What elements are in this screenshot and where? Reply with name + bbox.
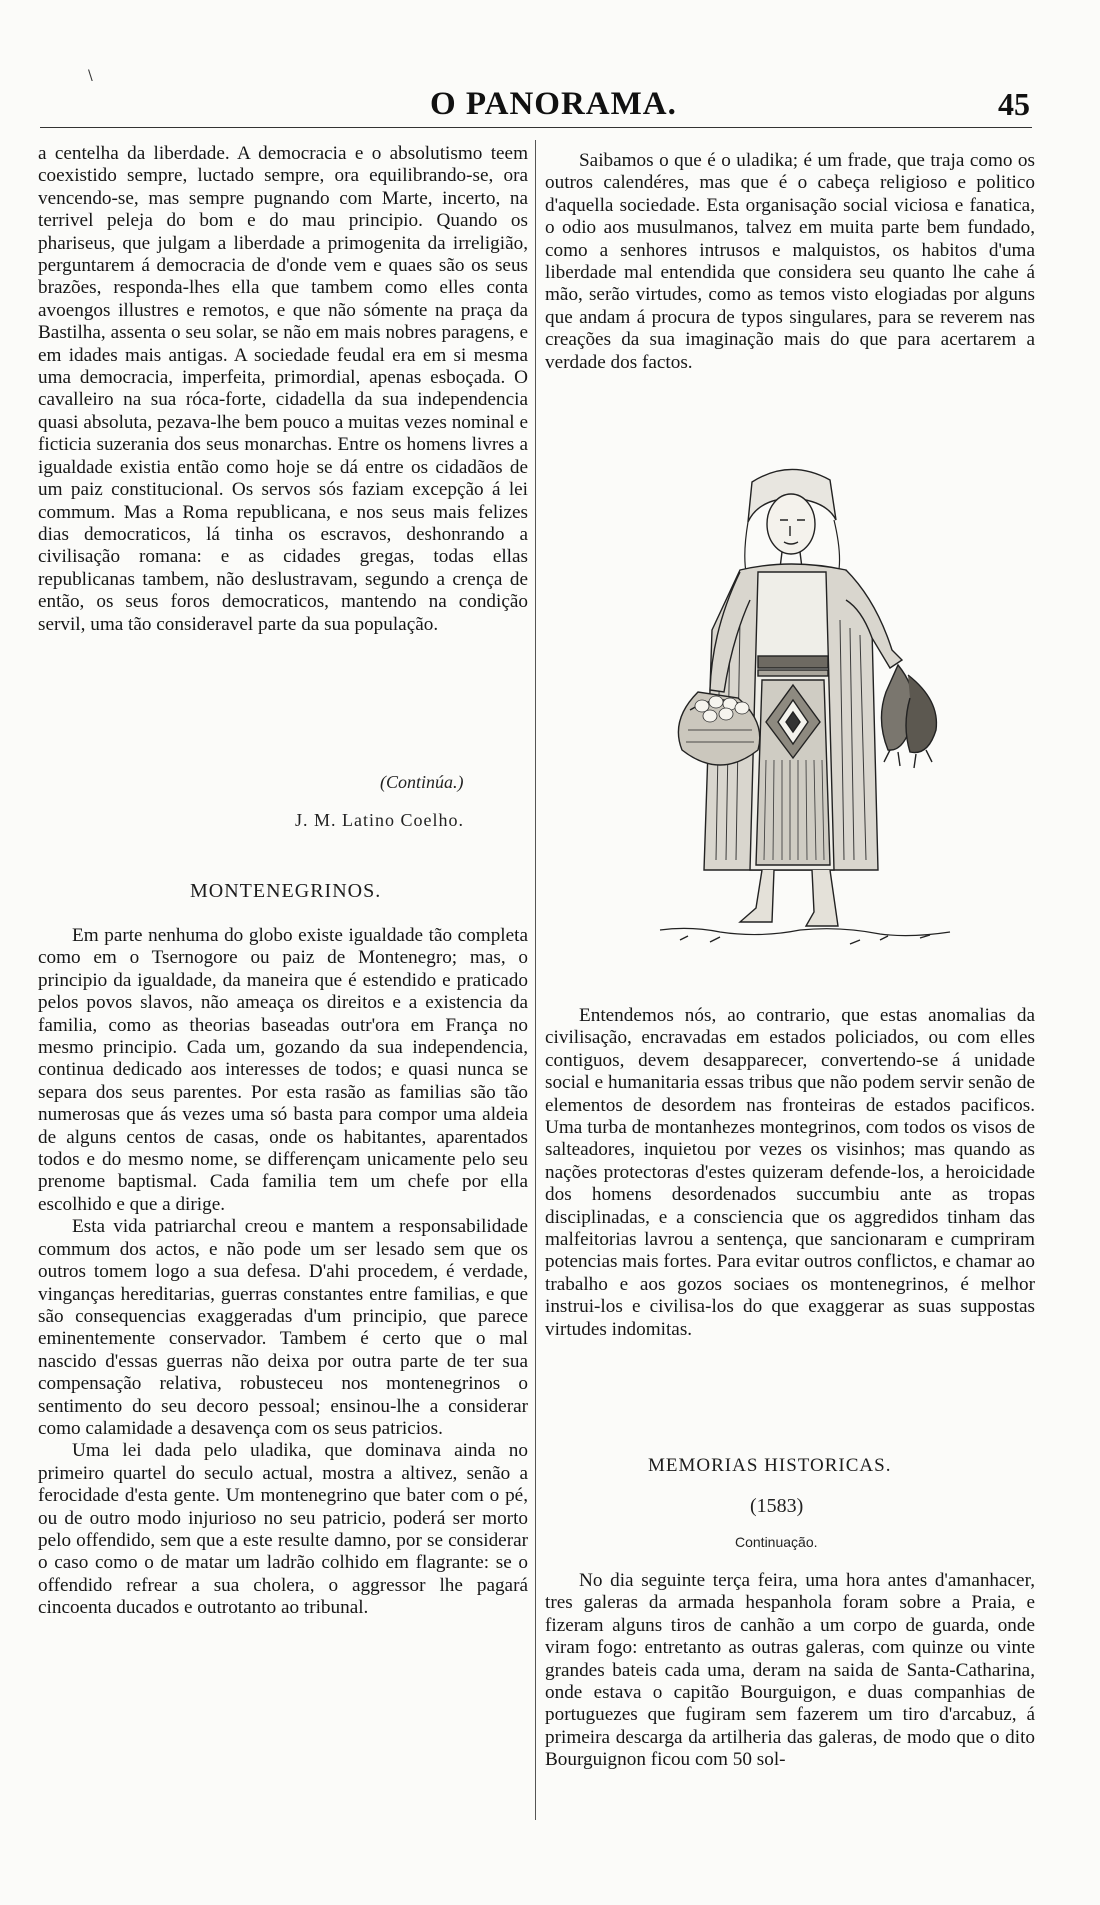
section-heading-memorias: MEMORIAS HISTORICAS. bbox=[648, 1455, 892, 1476]
corner-mark: \ bbox=[88, 68, 93, 84]
memorias-text bbox=[545, 1570, 1035, 1772]
section-heading-montenegrinos: MONTENEGRINOS. bbox=[190, 880, 382, 902]
montenegrin-woman-illustration bbox=[640, 460, 970, 980]
article-paragraph: Entendemos nós, ao contrario, que estas anomalias da civilisação, encravadas em estados policiados, ou com elles contiguos, devem desapparecer, convertendo-se á unidade social e humanitaria essas tribus que não podem servir senão de elementos de desordem nas fronteiras de estados pacificos. Uma turba de montanhezes montegrinos, com todos os visos de salteadores, inquietou por vezes os visinhos; mas quando as nações protectoras d'estes quizeram defende-los, a heroicidade dos homens desordenados succumbiu ante as tropas disciplinadas, e a consciencia que os aggredidos tinham das malfeitorias lavrou a sentença, que sancionaram e cumpriram potencias mais fortes. Para evitar outros conflictos, e chamar ao trabalho e aos gozos sociaes os montenegrinos, é melhor instrui-los e civilisa-los do que exaggerar as suas suppostas virtudes indomitas. bbox=[545, 1005, 1035, 1340]
article-paragraph: Em parte nenhuma do globo existe igualdade tão completa como em o Tsernogore ou paiz de Montenegro; mas, o principio da igualdade, da maneira que é estendido e praticado pelos povos slavos, não ameaça os direitos e a existencia da familia, como as theorias baseadas outr'ora em França no mesmo principio. Cada um, gozando da sua independencia, continua dedicado aos interesses de todos; e quasi nunca se separa dos seus parentes. Por esta rasão as familias são tão numerosas que ás vezes uma só basta para compor uma aldeia de alguns centos de casas, onde os habitantes, aparentados todos e do mesmo nome, se differençam unicamente pelo seu prenome baptismal. Cada familia tem um chefe por ella escolhido e que a dirige. bbox=[38, 925, 528, 1215]
montenegrinos-right-top bbox=[545, 150, 1035, 374]
continua-note: (Continúa.) bbox=[380, 772, 464, 792]
newspaper-title: O PANORAMA. bbox=[430, 86, 677, 122]
article-paragraph: Esta vida patriarchal creou e mantem a responsabilidade commum dos actos, e não pode um ser lesado sem que os outros tomem logo a sua defesa. D'ahi procedem, é verdade, vinganças hereditarias, guerras constantes entre familias, e que são consequencias exaggeradas d'um principio, que parece eminentemente conservador. Tambem é certo que o mal nascido d'essas guerras não deixa por outra parte de ter sua compensação relativa, robusteceu nos montenegrinos o sentimento do seu decoro pessoal; ensinou-lhe a considerar como calamidade a desavença com os seus patricios. bbox=[38, 1216, 528, 1439]
column-divider bbox=[535, 140, 536, 1820]
article-paragraph: No dia seguinte terça feira, uma hora antes d'amanhacer, tres galeras da armada hespanhola foram sobre a Praia, e fizeram alguns tiros de canhão a um corpo de guarda, onde viram fogo: entretanto as outras galeras, com quinze ou vinte grandes bateis cada uma, deram na saida de Santa-Catharina, onde estava o capitão Bourguigon, e duas companhias de portuguezes que fugiram sem fazerem um tiro d'arcabuz, á primeira descarga da artilheria das galeras, de modo que o dito Bourguignon ficou com 50 sol- bbox=[545, 1570, 1035, 1771]
article-paragraph: Uma lei dada pelo uladika, que dominava ainda no primeiro quartel do seculo actual, mostra a altivez, senão a ferocidade d'esta gente. Um montenegrino que bater com o pé, ou de outro modo injurioso no seu patricio, poderá ser morto pelo offendido, sem que a este resulte damno, por se considerar o caso como o de matar um ladrão colhido em flagrante: se o offendido refrear a sua cholera, o aggressor lhe pagará cincoenta ducados e outrotanto ao tribunal. bbox=[38, 1440, 528, 1619]
article-paragraph: Saibamos o que é o uladika; é um frade, que traja como os outros calendéres, mas que é o cabeça religioso e politico d'aquella sociedade. Esta organisação social viciosa e fanatica, o odio aos musulmanos, talvez em muita parte bem fundado, como a senhores intrusos e malquistos, os habitos d'uma liberdade mal entendida que considera seu quanto lhe cahe á mão, serão virtudes, como as temos visto elogiadas por alguns que andam á procura de typos singulares, para se reverem nas creações da sua imaginação mais do que para acertarem a verdade dos factos. bbox=[545, 150, 1035, 373]
author-signature: J. M. Latino Coelho. bbox=[295, 810, 464, 830]
montenegrinos-left-column bbox=[38, 925, 528, 1620]
masthead bbox=[0, 86, 1100, 130]
header-rule bbox=[40, 127, 1032, 128]
article-paragraph: a centelha da liberdade. A democracia e o absolutismo teem coexistido sempre, luctado sempre, ora equilibrando-se, ora vencendo-se, mas sempre pugnando com Marte, incerto, na terrivel peleja do bom e do mau principio. Quando os phariseus, que julgam a liberdade a primogenita da irreligião, perguntarem á democracia de d'onde vem e quaes são os seus brazões, responda-lhes ella que tambem como elles conta avoengos illustres e remotos, e que não sómente na praça da Bastilha, assenta o seu solar, se não em mais nobres paragens, e em idades mais antigas. A sociedade feudal era em si mesma uma democracia, imperfeita, primordial, apenas esboçada. O cavalleiro na sua róca-forte, cidadella da sua independencia quasi absoluta, pezava-lhe bem pouco a muitas vezes nominal e ficticia suzerania dos seus monarchas. Entre os homens livres a igualdade existia então como hoje se dá entre os cidadãos de um paiz constitucional. Os servos sós faziam excepção á lei commum. Mas a Roma republicana, e nos seus mais felizes dias democraticos, lá tinha os escravos, deshonrando a civilisação romana: e as cidades gregas, todas ellas republicanas tambem, não deslustravam, segundo a crença de então, os seus foros democraticos, mantendo na condição servil, uma tão consideravel parte da sua população. bbox=[38, 143, 528, 635]
article-continuation bbox=[38, 143, 528, 636]
montenegrinos-right-mid bbox=[545, 1005, 1035, 1341]
continuation-label: Continuação. bbox=[735, 1534, 818, 1550]
section-year: (1583) bbox=[750, 1495, 804, 1517]
page-number: 45 bbox=[998, 86, 1030, 122]
